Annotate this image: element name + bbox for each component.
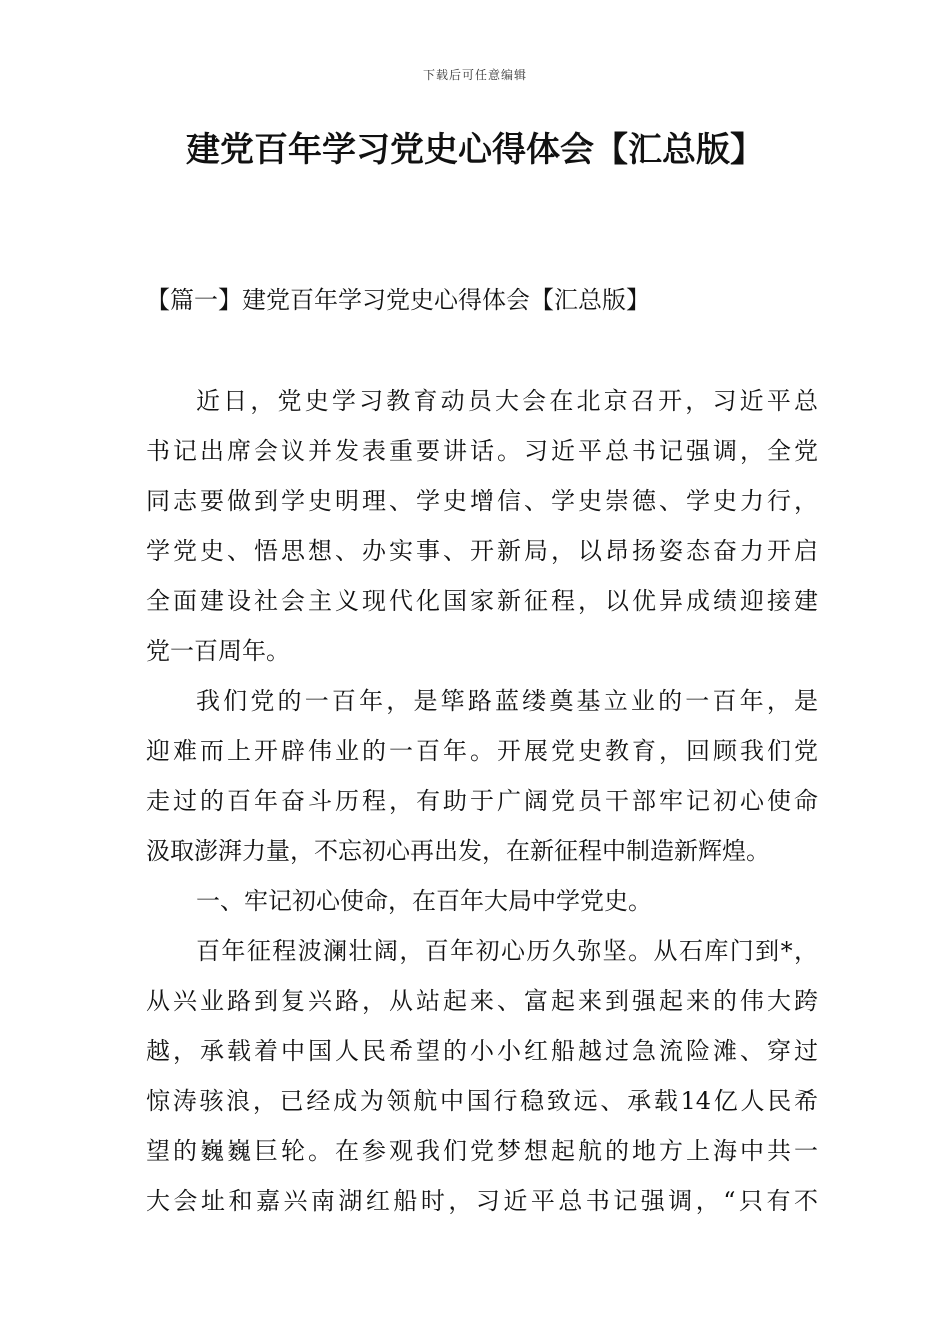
header-note: 下载后可任意编辑 — [422, 68, 527, 82]
paragraph-line: 迎难而上开辟伟业的一百年。开展党史教育，回顾我们党 — [146, 737, 818, 765]
document-title: 建党百年学习党史心得体会【汇总版】 — [186, 130, 764, 170]
paragraph-line: 大会址和嘉兴南湖红船时，习近平总书记强调，“只有不 — [146, 1187, 818, 1215]
paragraph-line: 同志要做到学史明理、学史增信、学史崇德、学史力行， — [146, 487, 818, 515]
paragraph-line: 望的巍巍巨轮。在参观我们党梦想起航的地方上海中共一 — [146, 1137, 818, 1165]
paragraph-line: 从兴业路到复兴路，从站起来、富起来到强起来的伟大跨 — [146, 987, 818, 1015]
paragraph-line: 越，承载着中国人民希望的小小红船越过急流险滩、穿过 — [146, 1037, 818, 1065]
paragraph-line: 惊涛骇浪，已经成为领航中国行稳致远、承载14亿人民希 — [146, 1087, 818, 1115]
paragraph-line: 党一百周年。 — [146, 637, 290, 665]
section-title: 【篇一】建党百年学习党史心得体会【汇总版】 — [146, 286, 650, 314]
paragraph-line: 我们党的一百年，是筚路蓝缕奠基立业的一百年，是 — [196, 687, 818, 715]
paragraph-line: 学党史、悟思想、办实事、开新局，以昂扬姿态奋力开启 — [146, 537, 818, 565]
paragraph-line: 汲取澎湃力量，不忘初心再出发，在新征程中制造新辉煌。 — [146, 837, 770, 865]
paragraph-line: 近日，党史学习教育动员大会在北京召开，习近平总 — [196, 387, 818, 415]
paragraph-line: 走过的百年奋斗历程，有助于广阔党员干部牢记初心使命 — [146, 787, 818, 815]
paragraph-line: 百年征程波澜壮阔，百年初心历久弥坚。从石库门到*， — [196, 937, 818, 965]
document-body — [146, 376, 818, 1226]
subheading-line: 一、牢记初心使命，在百年大局中学党史。 — [196, 887, 652, 915]
paragraph-line: 书记出席会议并发表重要讲话。习近平总书记强调，全党 — [146, 437, 818, 465]
paragraph-line: 全面建设社会主义现代化国家新征程，以优异成绩迎接建 — [146, 587, 818, 615]
